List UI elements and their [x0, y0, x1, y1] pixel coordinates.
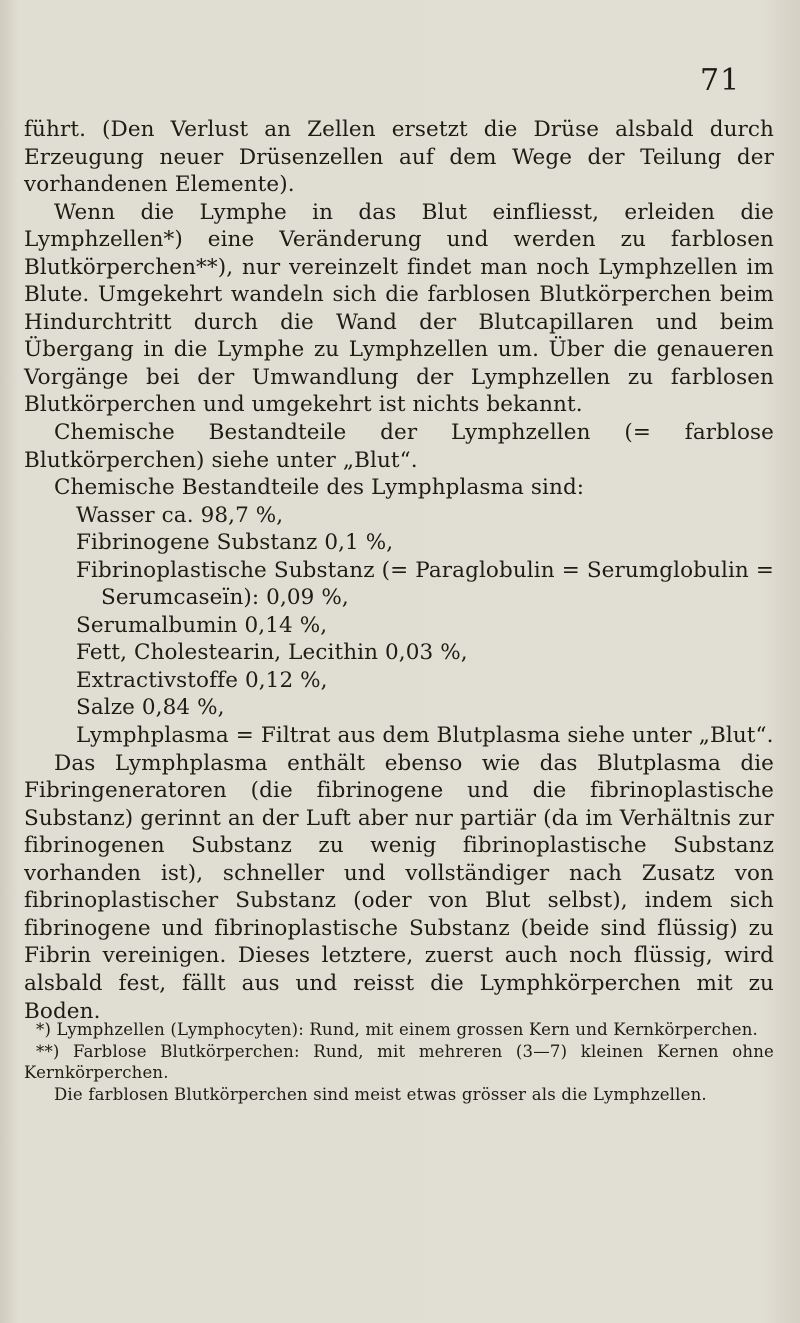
- list-item-wasser: Wasser ca. 98,7 %,: [76, 502, 284, 528]
- paragraph-lymph-transformation: Wenn die Lymphe in das Blut einfliesst, erleiden die Lymphzellen*) eine Veränderung und werden zu farblosen Blutkörperchen**), nur vereinzelt findet man noch Lymphzellen im Blute. Umgekehrt wandeln sich die farblosen Blutkörperchen beim Hindurchtritt durch die Wand der Blutcapillaren und beim Übergang in die Lymphe zu Lymphzellen um. Über die genaueren Vorgänge bei der Umwandlung der Lymphzellen zu farblosen Blutkörperchen und umgekehrt ist nichts bekannt.: [24, 199, 774, 418]
- list-item-fibrinoplastische: Fibrinoplastische Substanz (= Paraglobulin = Serumglobulin = Serumcaseïn): 0,09 %,: [76, 557, 774, 611]
- paragraph-lymphzellen-constituents: Chemische Bestandteile der Lymphzellen (= farblose Blutkörperchen) siehe unter „Blut“.: [24, 420, 774, 473]
- constituent-list: [24, 502, 774, 750]
- footnote-size-note: Die farblosen Blutkörperchen sind meist etwas grösser als die Lymphzellen.: [54, 1084, 707, 1104]
- list-item-serumalbumin: Serumalbumin 0,14 %,: [76, 612, 328, 638]
- list-item-extractivstoffe: Extractivstoffe 0,12 %,: [76, 667, 328, 693]
- footnote-lymphzellen: *) Lymphzellen (Lymphocyten): Rund, mit einem grossen Kern und Kernkörperchen.: [36, 1020, 758, 1039]
- paragraph-continuation: führt. (Den Verlust an Zellen ersetzt die Drüse alsbald durch Erzeugung neuer Drüsenzellen auf dem Wege der Teilung der vorhandenen Elemente).: [24, 117, 774, 198]
- list-item-lymphplasma: Lymphplasma = Filtrat aus dem Blutplasma siehe unter „Blut“.: [76, 723, 774, 749]
- paragraph-fibrin: Das Lymphplasma enthält ebenso wie das Blutplasma die Fibringeneratoren (die fibrinogene und die fibrinoplastische Substanz) gerinnt an der Luft aber nur partiär (da im Verhältnis zur fibrinogenen Substanz zu wenig fibrinoplastische Substanz vorhanden ist), schneller und vollständiger nach Zusatz von fibrinoplastischer Substanz (oder von Blut selbst), indem sich fibrinogene und fibrinoplastische Substanz (beide sind flüssig) zu Fibrin vereinigen. Dieses letztere, zuerst auch noch flüssig, wird alsbald fest, fällt aus und reisst die Lymphkörperchen mit zu Boden.: [24, 750, 774, 1024]
- list-item-salze: Salze 0,84 %,: [76, 695, 225, 721]
- footnotes: [24, 1019, 774, 1105]
- body-text: [24, 116, 774, 1025]
- footnote-blutkoerperchen: **) Farblose Blutkörperchen: Rund, mit mehreren (3—7) kleinen Kernen ohne Kernkörperchen.: [24, 1041, 774, 1082]
- page-number: 71: [700, 63, 741, 98]
- list-item-fett: Fett, Cholestearin, Lecithin 0,03 %,: [76, 640, 468, 666]
- list-item-fibrinogene: Fibrinogene Substanz 0,1 %,: [76, 530, 394, 556]
- paragraph-lymphplasma-heading: Chemische Bestandteile des Lymphplasma sind:: [54, 475, 585, 501]
